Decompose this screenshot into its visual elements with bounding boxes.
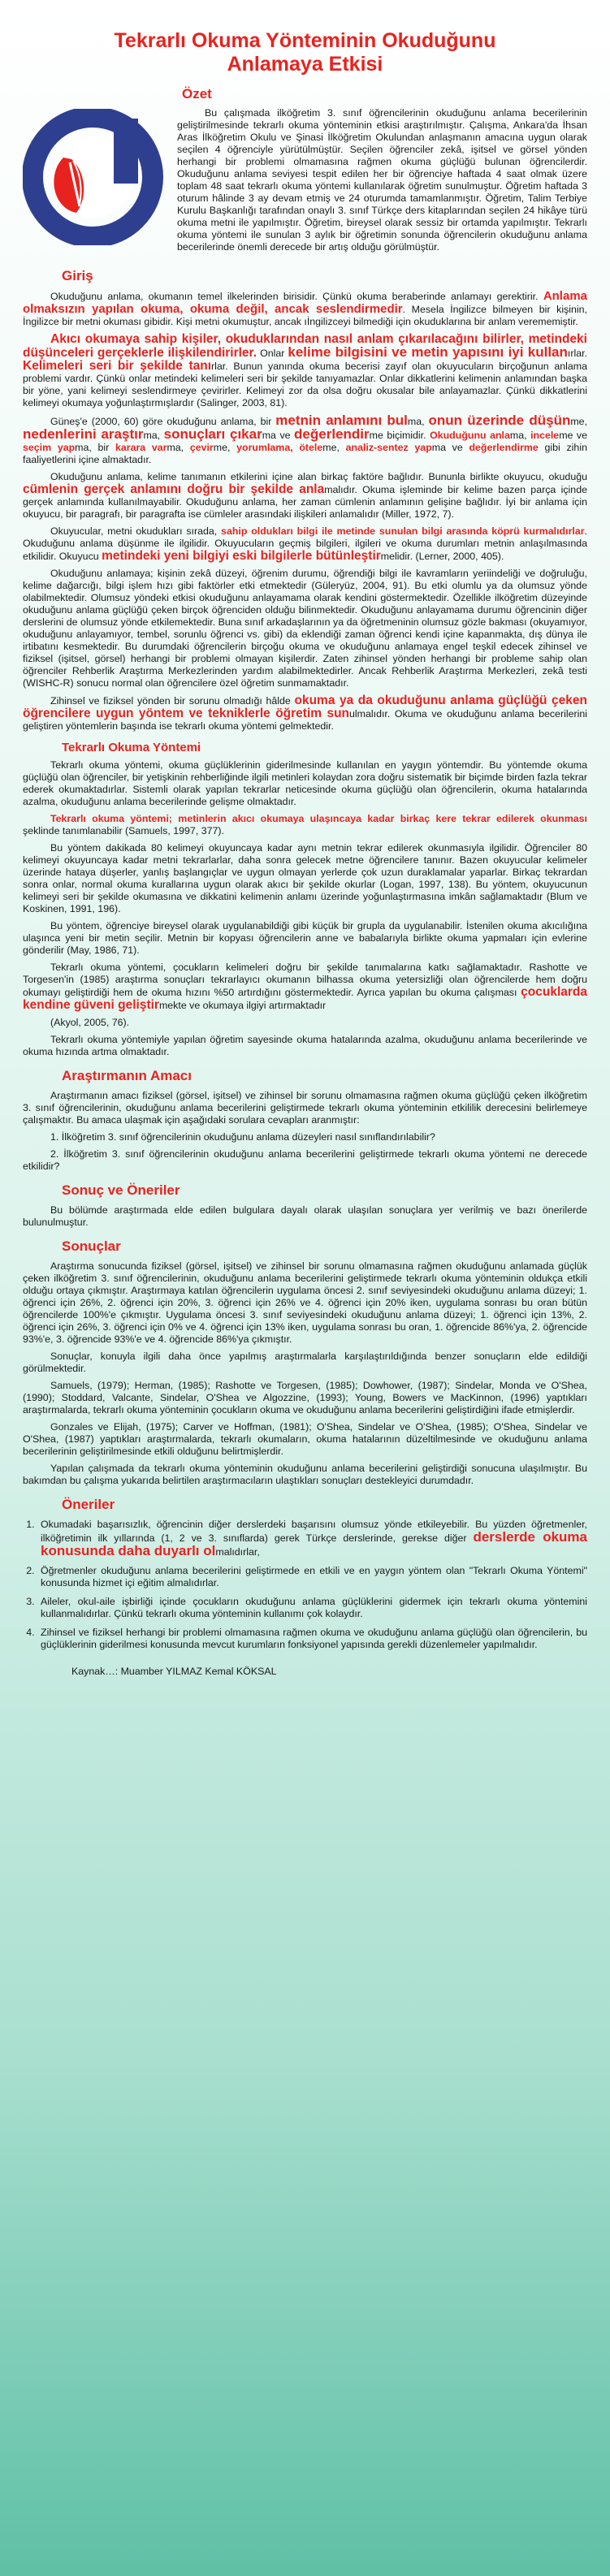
amac-question-1: 1. İlköğretim 3. sınıf öğrencilerinin okuduğunu anlama düzeyleri nasıl sınıflandırılabilir? (50, 1131, 435, 1143)
sonuclar-paragraph-5: Yapılan çalışmada da tekrarlı okuma yönteminin okuduğunu anlama becerilerini geliştirdiği sonucuna ulaşılmıştır. Bu bakımdan bu çalışma yukarıda belirtilen araştırmacıların ulaştıkları sonuçları destekleyici durumdadır. (23, 1463, 587, 1486)
yontem-paragraph-6: (Akyol, 2005, 76). (50, 1017, 130, 1028)
sonuclar-paragraph-1: Araştırma sonucunda fiziksel (görsel, işitsel) ve zihinsel bir sorunu olmamasına rağmen okuduğunu anlamada güçlük çeken ilköğretim 3. sınıf öğrencilerinin, okuduğunu anlama becerilerini geliştirmede tekrarlı okuma yönteminin oldukça etkili olduğu ortaya çıkmıştır. Araştırmaya katılan öğrencilerin uygulama öncesi 2. sınıf seviyesindeki okuduğunu anlama düzeyi; 1. öğrenci için 26%, 2. öğrenci için 20%, 3. öğrenci için 26% ve 4. öğrenci için 20% iken, uygulama sonrası bu oran bütün öğrencilerde 100%'e çıkmıştır. Uygulama öncesi 3. sınıf seviyesindeki okuduğunu anlama düzeyi; 1. öğrenci için 13%, 2. öğrenci için 26%, 3. öğrenci için 0% ve 4. öğrenci için 13% iken, uygulama sonrası bu oran, 1. öğrencide 86%'ya, 2. öğrencide 93%'e, 3. öğrencide 93%'e ve 4. öğrencide 86%'ya çıkmıştır. (23, 1260, 587, 1345)
list-item: 3. Aileler, okul-aile işbirliği içinde çocukların okuduğunu anlama güçlüklerini gidermek için tekrarlı okuma yöntemini kullanmalıdırlar. Çünkü tekrarlı okuma yönteminin kullanımı çok kolaydır. (37, 1596, 587, 1620)
sonuclar-heading: Sonuçlar (62, 1238, 121, 1254)
sonuclar-paragraph-4: Gonzales ve Elijah, (1975); Carver ve Hoffman, (1981); O'Shea, Sindelar ve O'Shea, (1985); O'Shea, Sindelar ve O'Shea, (1987) yaptıkları araştırmalarda, tekrarlı okumaların, okuma hatalarının düzeltilmesinde ve okuduğunu anlama becerilerinin geliştirilmesinde etkili olduğunu belirtmişlerdir. (23, 1421, 587, 1457)
giris-paragraph-3: Güneş'e (2000, 60) göre okuduğunu anlama, bir metnin anlamını bulma, onun üzerinde düşünme, nedenlerini araştırma, sonuçları çıkarma ve değerlendirme biçimidir. Okuduğunu anlama, inceleme ve seçim yapma, bir karara varma, çevirme, yorumlama, öteleme, analiz-sentez yapma ve değerlendirme gibi zihin faaliyetlerini içine almaktadır. (23, 413, 588, 465)
giris-heading: Giriş (62, 268, 93, 283)
yontem-paragraph-1: Tekrarlı okuma yöntemi, okuma güçlüklerinin giderilmesinde kullanılan en yaygın yöntemdir. Bu yöntemde okuma güçlüğü olan öğrenciler, bir yetişkinin rehberliğinde ilgili metinleri kolaydan zora doğru sistematik bir biçimde birden fazla tekrar ederek okumaktadırlar. Sistemli olarak yapılan tekrarlar neticesinde okuma güçlüğü olan öğrencilerin, okuma hatalarında azalma, okuduğunu anlama becerilerinde gelişme olmaktadır. (23, 759, 587, 807)
ozet-heading: Özet (182, 86, 212, 102)
yontem-paragraph-3: Bu yöntem dakikada 80 kelimeyi okuyuncaya kadar aynı metnin tekrar edilerek okunmasıyla ilgilidir. Öğrenciler 80 kelimeyi okuyuncaya kadar metni tekrarlarlar, daha sonra gelecek metne öğrencilere tanınır. Bazen okuyucular kelimeler üzerinde hataya düşerler, yanlış başlangıçlar ve uygun olmayan yerlerde çok uzun duraklamalar yaparlar. Birkaç tekrardan sonra onlar, normal okuma kurallarına uygun olarak akıcı bir şekilde okurlar (Logan, 1997, 138). Bu yöntem, okuyucunun kelimeyi seri bir şekilde okumasına ve dikkatini kelimenin anlamı üzerinde yoğunlaştırmasına imkân sağlamaktadır (Blum ve Koskinen, 1991, 196). (23, 842, 587, 914)
yontem-heading: Tekrarlı Okuma Yöntemi (62, 741, 201, 754)
yontem-paragraph-4: Bu yöntem, öğrenciye bireysel olarak uygulanabildiği gibi küçük bir grupla da uygulanabilir. İstenilen okuma akıcılığına ulaşınca yeni bir metin seçilir. Metnin bir kopyası öğrencilerin anne ve babalarıyla birlikte okuma yapmaları için evlerine gönderilir (May, 1986, 71). (23, 920, 587, 956)
source-credit: Kaynak…: Muamber YILMAZ Kemal KÖKSAL (71, 1666, 277, 1677)
giris-paragraph-2: Akıcı okumaya sahip kişiler, okuduklarından nasıl anlam çıkarılacağını bilirler, metindeki düşünceleri gerçeklerle ilişkilendirirler. Onlar kelime bilgisini ve metin yapısını iyi kullanırlar. Kelimeleri seri bir şekilde tanırlar. Bunun yanında okuma becerisi zayıf olan okuyucuların birçoğunun anlama problemi vardır. Çünkü onlar metindeki kelimeleri seri bir şekilde tanıyamazlar. Onlar dikkatlerini kelimenin anlamından başka bir yöne, yani kelimeyi seslendirmeye çevirirler. Kelimeyi zor da olsa doğru okusalar bile anlayamazlar. Çünkü dikkatlerini kelimeyi okumaya yoğunlaştırmışlardır (Salinger, 2003, 81). (23, 332, 588, 408)
giris-paragraph-5: Okuyucular, metni okudukları sırada, sahip oldukları bilgi ile metinde sunulan bilgi arasında köprü kurmalıdırlar. Okuduğunu anlama düşünme ile ilgilidir. Okuyucuların geçmiş bilgileri, ilgileri ve okuma durumları metnin anlaşılmasında etkilidir. Okuyucu metindeki yeni bilgiyi eski bilgilerle bütünleştirmelidir. (Lerner, 2000, 405). (23, 525, 587, 563)
amac-heading: Araştırmanın Amacı (62, 1068, 192, 1083)
header-logo (23, 109, 167, 245)
yontem-paragraph-5: Tekrarlı okuma yöntemi, çocukların kelimeleri doğru bir şekilde tanımalarına katkı sağlamaktadır. Rashotte ve Torgesen'in (1985) araştırma sonuçları tekrarlayıcı okumanın bilhassa okuma yetersizliği olan öğrencilerde hem doğru okumayı geliştirdiği hem de okuma hızını %50 artırdığını göstermektedir. Ayrıca yapılan bu okuma çalışması çocuklarda kendine güveni geliştirmekte ve okumaya ilgiyi artırmaktadır (23, 962, 587, 1012)
list-item: 2. Öğretmenler okuduğunu anlama becerilerini geliştirmede en etkili ve en yaygın yöntem olan "Tekrarlı Okuma Yöntemi" konusunda hizmet içi eğitim almalıdırlar. (37, 1565, 587, 1589)
sonuclar-paragraph-2: Sonuçlar, konuyla ilgili daha önce yapılmış araştırmalarla karşılaştırıldığında benzer sonuçların elde edildiği görülmektedir. (23, 1351, 587, 1374)
oneriler-heading: Öneriler (62, 1497, 115, 1512)
ozet-text: Bu çalışmada ilköğretim 3. sınıf öğrencilerinin okuduğunu anlama becerilerinin geliştirilmesinde tekrarlı okuma yönteminin etkisi araştırılmıştır. Çalışma, Ankara'da İhsan Aras İlköğretim Okulu ve Şinasi İlköğretim Okulundan anlaşmanın amacına uygun olarak seçilen 4 öğrenciyle yürütülmüştür. Seçilen öğrenciler zekâ, işitsel ve görsel yönden herhangi bir problemi olmamasına rağmen okuma güçlüğü bulunan öğrencilerdir. Okuduğunu anlama seviyesi tespit edilen her bir öğrenciye haftada 4 saat olmak üzere toplam 48 saat tekrarlı okuma yöntemi kullanılarak öğretim sunulmuştur. Öğretim haftada 3 oturum hâlinde 3 ay devam etmiş ve 24 oturumda tamamlanmıştır. Öğretim, Talim Terbiye Kurulu Başkanlığı tarafından onaylı 3. sınıf Türkçe ders kitaplarından seçilen 24 hikâye türü okuma metni ile yapılmıştır. Öğretim, bireysel olarak sessiz bir ortamda yapılmıştır. Tekrarlı okuma yöntemi ile sunulan 3 aylık bir öğretimin sonunda öğrencilerin okuduğunu anlama becerilerinde önemli derecede bir artış olduğu görülmüştür. (177, 107, 587, 253)
yontem-paragraph-2: Tekrarlı okuma yöntemi; metinlerin akıcı okumaya ulaşıncaya kadar birkaç kere tekrar edilerek okunması şeklinde tanımlanabilir (Samuels, 1997, 377). (23, 813, 587, 836)
logo-emblem-icon (23, 109, 167, 245)
giris-paragraph-7: Zihinsel ve fiziksel yönden bir sorunu olmadığı hâlde okuma ya da okuduğunu anlama güçlüğü çeken öğrencilere uygun yöntem ve tekniklerle öğretim sunulmalıdır. Okuma ve okuduğunu anlama becerilerini geliştiren yöntemlerin başında ise tekrarlı okuma yöntemi gelmektedir. (23, 694, 588, 732)
giris-paragraph-6: Okuduğunu anlamaya; kişinin zekâ düzeyi, öğrenim durumu, öğrendiği bilgi ile kavramların yeriindeliği ve doğruluğu, kelime dağarcığı, bilgi işlem hızı gibi faktörler etki etmektedir (Güleryüz, 2004, 91). Bu etki olumlu ya da olumsuz yönde olabilmektedir. Olumsuz yöndeki etkisi okuduğunu anlayamama olarak kendini göstermektedir. Özellikle ilköğretim düzeyinde okuduğunu anlama güçlüğü çeken birçok öğrenciden olduğu bilinmektedir. Okuduğunu anlayamama durumu öğrencinin diğer derslerini de olumsuz yönde etkilemektedir. Buna sınıf arkadaşlarının ya da öğretmeninin olumsuz gözle bakması (okuyamıyor, okuduğunu anlayamıyor, tembel, sorunlu öğrenci vs. gibi) da eklendiği zaman öğrenci kendi içine kapanmakta, dış dünya ile irtibatını kesmektedir. Bu durumdaki öğrencilerin birçoğu okuma ve okuduğunu anlamaya engel teşkil edecek zihinsel ve fiziksel (işitsel, görsel) herhangi bir problemi olmayan kişilerdir. Zaten zihinsel yönden herhangi bir probleme sahip olan öğrenciler Rehberlik Araştırma Merkezlerinden yardım alabilmektedirler. Ancak Rehberlik Araştırma Merkezleri, zekâ testi (WISHC-R) sonucu normal olan öğrencilere özel öğretim sunmamaktadır. (23, 568, 587, 689)
yontem-paragraph-7: Tekrarlı okuma yöntemiyle yapılan öğretim sayesinde okuma hatalarında azalma, okuduğunu anlama becerilerinde ve okuma hızında artma olmaktadır. (23, 1034, 587, 1057)
giris-paragraph-4: Okuduğunu anlama, kelime tanımanın etkilerini içine alan birkaç faktöre bağlıdır. Bununla birlikte okuyucu, okuduğu cümlenin gerçek anlamını doğru bir şekilde anlamalıdır. Okuma işleminde bir kelime bazen parça içinde gerçek anlamında kullanılmayabilir. Okuduğunu anlama, her zaman cümlenin anlamının gelişine bağlıdır. İyi bir anlama için okuyucu, bir paragrafı, bir paragrafta ise cümleler arasındaki ilişkileri anlamalıdır (Miller, 1972, 7). (23, 471, 587, 520)
giris-paragraph-1: Okuduğunu anlama, okumanın temel ilkelerinden birisidir. Çünkü okuma beraberinde anlamayı gerektirir. Anlama olmaksızın yapılan okuma, okuma değil, ancak seslendirmedir. Mesela İngilizce bilmeyen bir kişinin, İngilizce bir metni okuması gibidir. Kişi metni okumuştur, ancak ıİngilizceyi bilmediği için okuduklarına bir anlam verememiştir. (23, 289, 587, 327)
list-item: 4. Zihinsel ve fiziksel herhangi bir problemi olmamasına rağmen okuma ve okuduğunu anlama güçlüğü olan öğrencilerin, bu güçlüklerinin giderilmesi konusunda mevcut kurumların fonksiyonel yapısında gerekli düzenlemeler yapılmalıdır. (37, 1627, 587, 1651)
poster-title: Tekrarlı Okuma Yönteminin Okuduğunu Anlamaya Etkisi (114, 29, 496, 76)
list-item: 1. Okumadaki başarısızlık, öğrencinin diğer derslerdeki başarısını olumsuz yönde etkileyebilir. Bu yüzden öğretmenler, ilköğretimin ilk yıllarında (1, 2 ve 3. sınıflarda) gerek Türkçe derslerinde, gerekse diğer derslerde okuma konusunda daha duyarlı olmalıdırlar, (37, 1519, 587, 1558)
oneriler-list (37, 1519, 587, 1651)
sonuc-heading: Sonuç ve Öneriler (62, 1182, 180, 1198)
amac-question-2: 2. İlköğretim 3. sınıf öğrencilerinin okuduğunu anlama becerilerini geliştirmede tekrarlı okuma yöntemi ne derecede etkilidir? (23, 1148, 587, 1172)
sonuclar-paragraph-3: Samuels, (1979); Herman, (1985); Rashotte ve Torgesen, (1985); Dowhower, (1987); Sindelar, Monda ve O'Shea, (1990); Stoddard, Valcante, Sindelar, O'Shea ve Algozzine, (1993); Young, Bowers ve MacKinnon, (1996) yaptıkları araştırmalarda, tekrarlı okuma yönteminin çocukların okuma ve okuduğunu anlama becerilerini geliştirdiğini ifade etmişlerdir. (23, 1380, 587, 1416)
sonuc-paragraph-1: Bu bölümde araştırmada elde edilen bulgulara dayalı olarak ulaşılan sonuçlara yer verilmiş ve bazı önerilerde bulunulmuştur. (23, 1204, 587, 1228)
amac-paragraph-1: Araştırmanın amacı fiziksel (görsel, işitsel) ve zihinsel bir sorunu olmamasına rağmen okuma güçlüğü çeken ilköğretim 3. sınıf öğrencilerinin, okuduğunu anlama becerilerini geliştirmede tekrarlı okuma yönteminin etkililik derecesini belirlemeye çalışmaktır. Bu amaca ulaşmak için aşağıdaki sorulara cevapları aranmıştır: (23, 1090, 587, 1126)
